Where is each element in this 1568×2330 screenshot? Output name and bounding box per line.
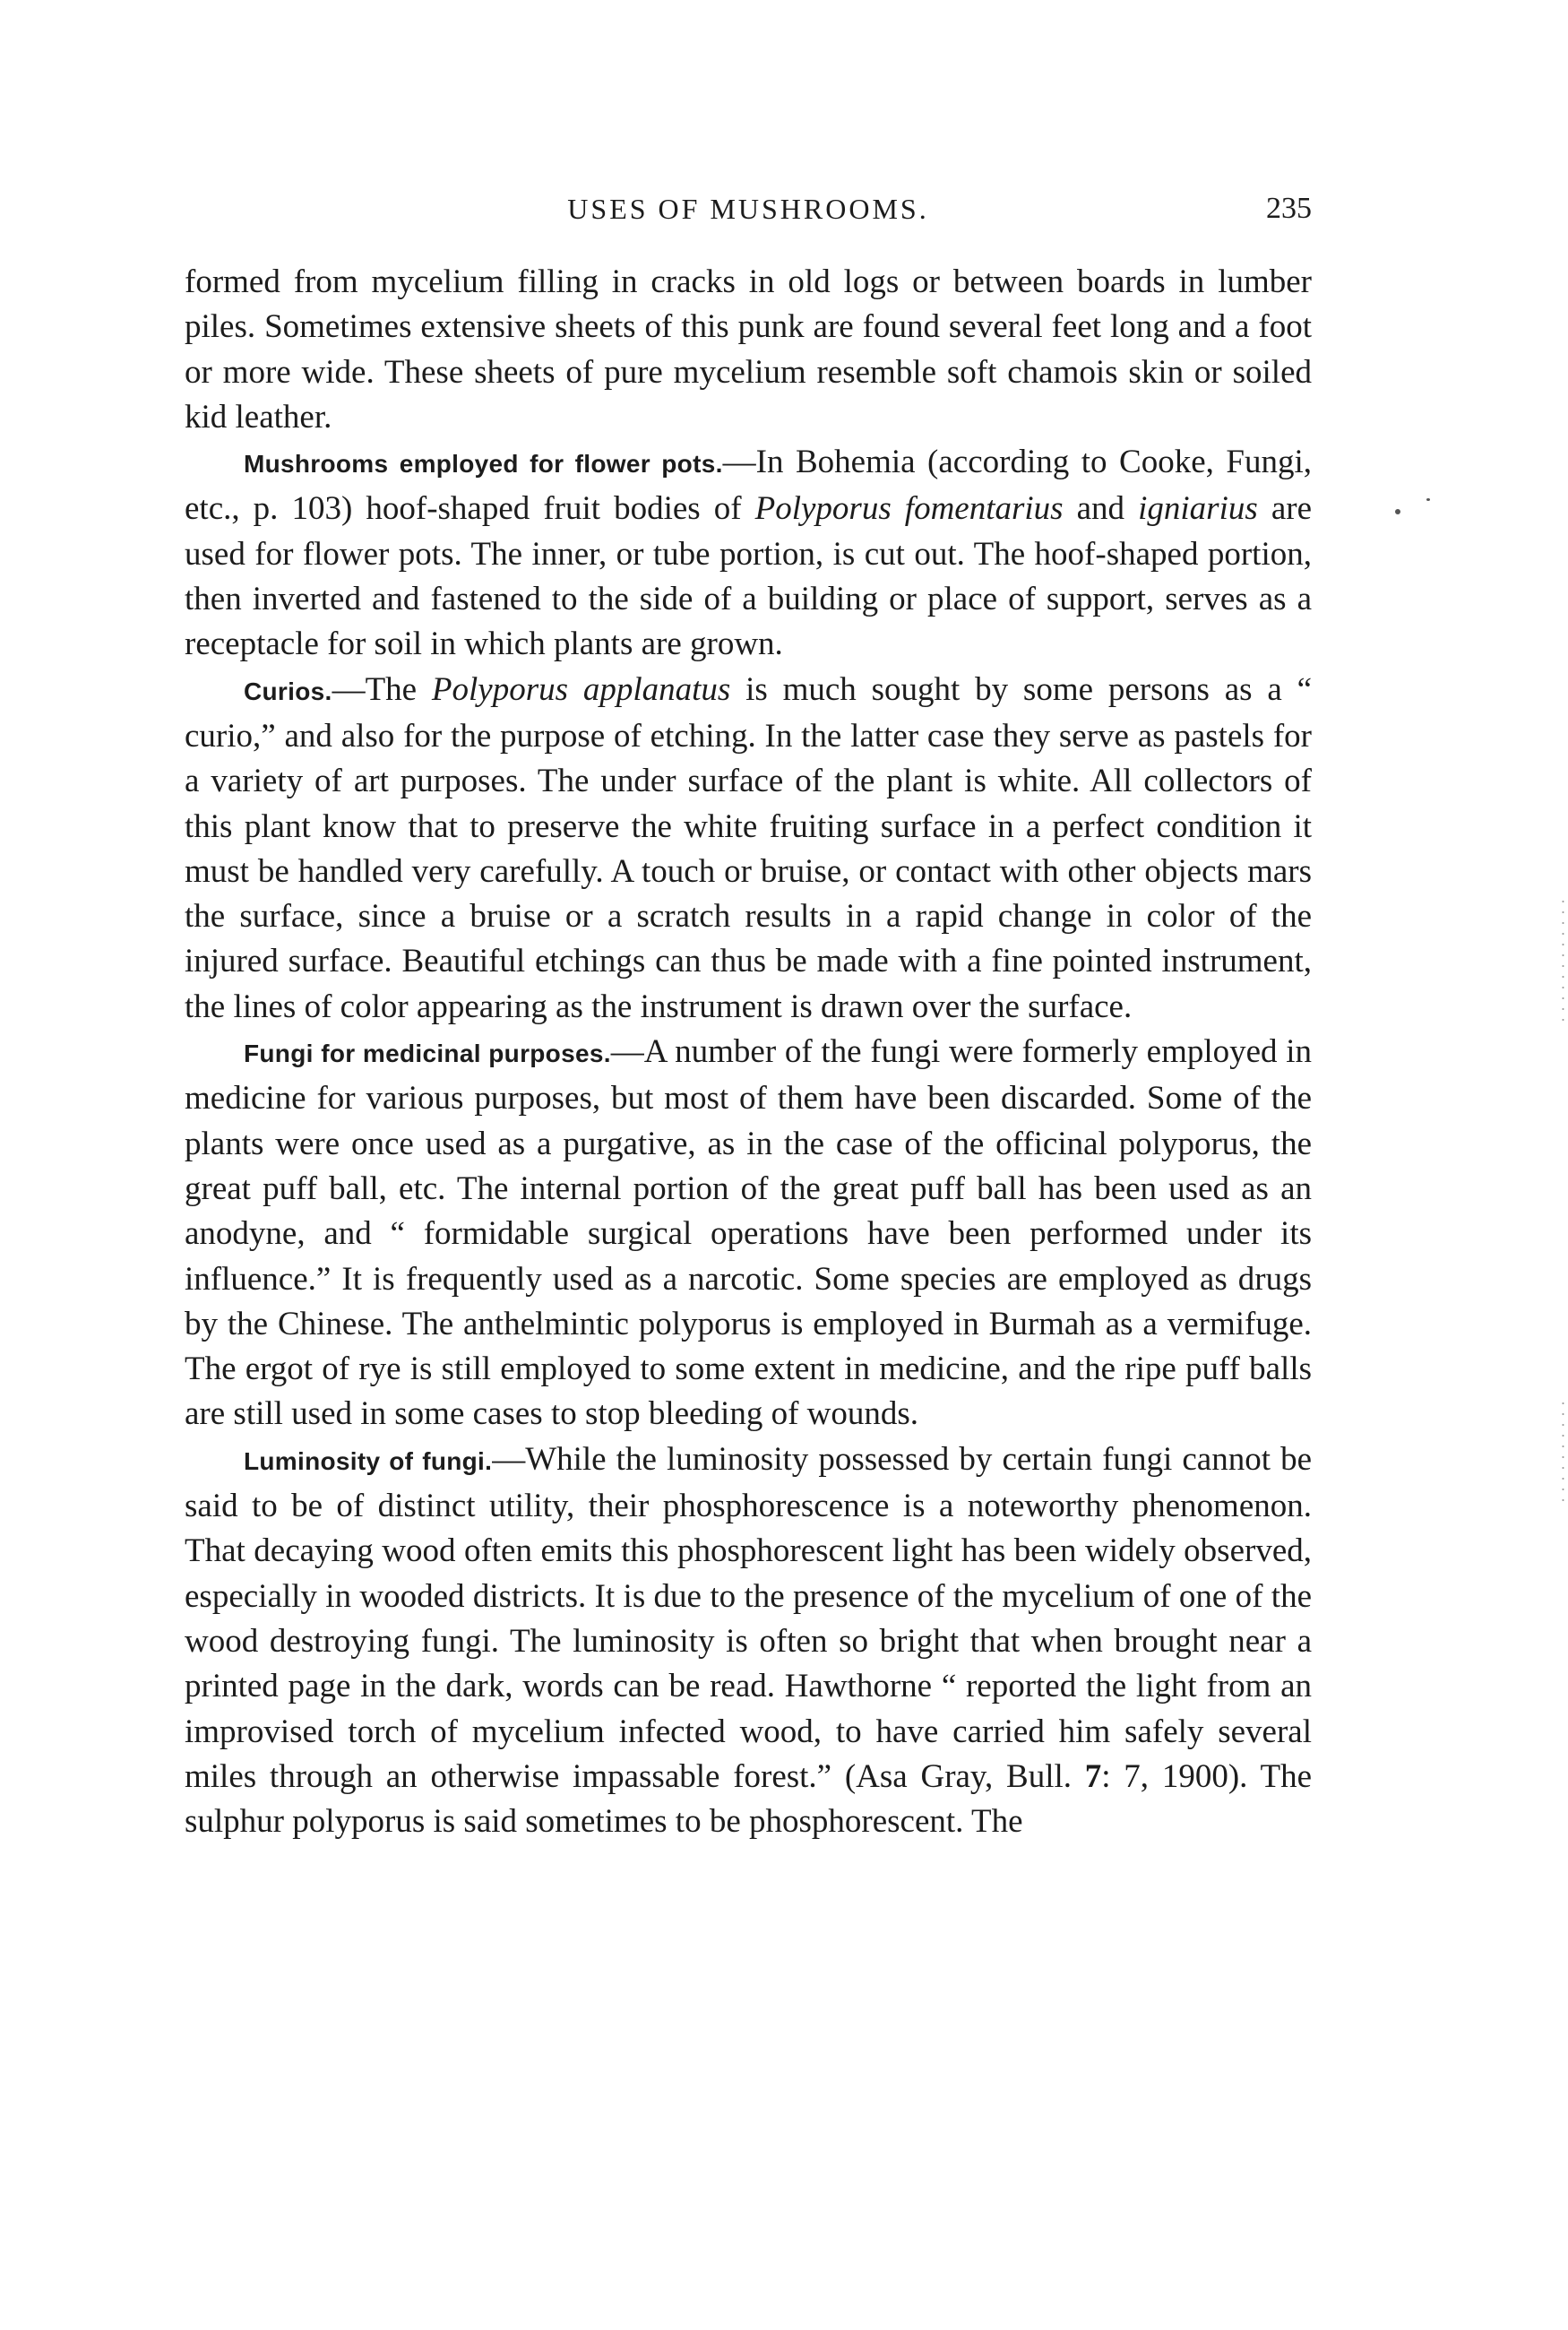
margin-speck (1395, 509, 1400, 514)
paragraph-text: are used for flower pots. The inner, or tube portion, is cut out. The hoof-shaped portion, then inverted and fastened to the side of a building or place of support, serves as a receptacle for soil in which plants are grown. (185, 490, 1312, 663)
body-text (185, 260, 1312, 1844)
species-name: Polyporus fomentarius (754, 490, 1064, 528)
margin-speck (1426, 498, 1430, 501)
paragraph-luminosity (185, 1437, 1312, 1845)
scan-edge-dots (1562, 1398, 1564, 1506)
section-heading: Mushrooms employed for flower pots. (244, 450, 723, 479)
paragraph-flower-pots (185, 440, 1312, 667)
section-heading: Fungi for medicinal purposes. (244, 1040, 611, 1068)
page-number: 235 (1266, 192, 1312, 225)
running-title: USES OF MUSHROOMS. (567, 193, 929, 225)
paragraph-continuation (185, 260, 1312, 440)
scan-edge-dots (1562, 896, 1564, 1022)
species-name: igniarius (1138, 490, 1258, 528)
paragraph-medicinal (185, 1030, 1312, 1437)
paragraph-text: —A number of the fungi were formerly employed in medicine for various purposes, but most of them have been discarded. Some of the plants were once used as a purgative, as in the case of the officinal polyporus, the great puff ball, etc. The internal portion of the great puff ball has been used as an anodyne, and “ formidable surgical operations have been performed under its influence.” It is frequently used as a narcotic. Some species are employed as drugs by the Chinese. The anthelmintic polyporus is employed in Burmah as a vermifuge. The ergot of rye is still employed to some extent in medicine, and the ripe puff balls are still used in some cases to stop bleeding of wounds. (185, 1033, 1313, 1433)
section-heading: Curios. (244, 677, 332, 705)
paragraph-text: —In Bohemia (according to Cooke, Fungi, etc., p. 103) hoof-shaped fruit bodies of (185, 444, 1312, 528)
paragraph-text: —The (332, 670, 432, 708)
paragraph-text: : 7, 1900). The sulphur polyporus is said sometimes to be phosphorescent. The (185, 1757, 1312, 1841)
paragraph-text: formed from mycelium filling in cracks in old logs or between boards in lumber piles. Sometimes extensive sheets of this punk are found several feet long and a foot or more wide. These sheets of pure mycelium resemble soft chamois skin or soiled kid leather. (185, 263, 1312, 436)
paragraph-text: —While the luminosity possessed by certain fungi cannot be said to be of distinct utility, their phosphorescence is a noteworthy phenomenon. That decaying wood often emits this phosphorescent light has been widely observed, especially in wooded districts. It is due to the presence of the mycelium of one of the wood destroying fungi. The luminosity is often so bright that when brought near a printed page in the dark, words can be read. Hawthorne “ reported the light from an improvised torch of mycelium infected wood, to have carried him safely several miles through an otherwise impassable forest.” (Asa Gray, Bull. (185, 1440, 1312, 1795)
volume-number: 7 (1084, 1757, 1102, 1795)
paragraph-curios (185, 668, 1312, 1030)
species-name: Polyporus applanatus (431, 670, 731, 708)
paragraph-text: and (1063, 490, 1139, 528)
running-head (185, 186, 1312, 231)
paragraph-text: is much sought by some persons as a “ curio,” and also for the purpose of etching. In the latter case they serve as pastels for a variety of art purposes. The under surface of the plant is white. All collectors of this plant know that to preserve the white fruiting surface in a perfect condition it must be handled very carefully. A touch or bruise, or contact with other objects mars the surface, since a bruise or a scratch results in a rapid change in color of the injured surface. Beautiful etchings can thus be made with a fine pointed instrument, the lines of color appearing as the instrument is drawn over the surface. (185, 670, 1312, 1025)
section-heading: Luminosity of fungi. (244, 1446, 493, 1475)
